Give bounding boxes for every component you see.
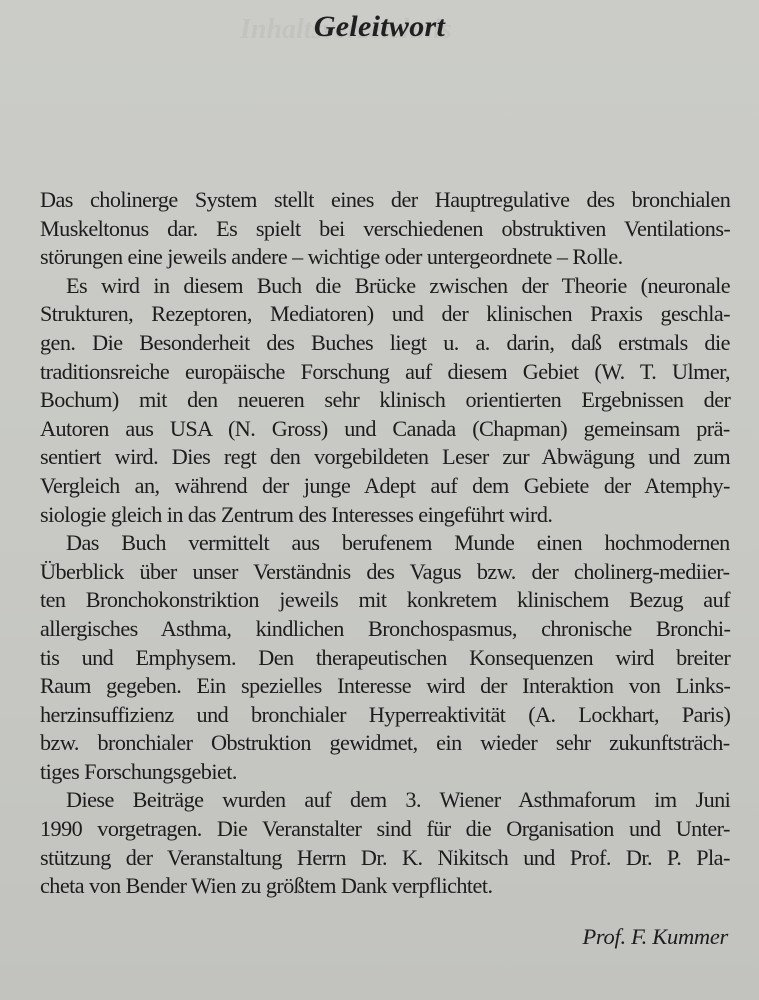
- text-line: 1990 vorgetragen. Die Veranstalter sind für die Organisation und Unter-: [40, 816, 730, 842]
- text-line: cheta von Bender Wien zu größtem Dank verpflichtet.: [40, 873, 493, 899]
- text-line: Das cholinerge System stellt eines der Hauptregulative des bronchialen: [40, 187, 731, 212]
- text-line: Strukturen, Rezeptoren, Mediatoren) und der klinischen Praxis geschla-: [40, 301, 730, 327]
- text-line: ten Bronchokonstriktion jeweils mit konkretem klinischem Bezug auf: [40, 587, 730, 613]
- text-line: siologie gleich in das Zentrum des Interesses eingeführt wird.: [40, 501, 553, 527]
- signature: Prof. F. Kummer: [582, 924, 728, 949]
- text-line: stützung der Veranstaltung Herrn Dr. K. Nikitsch und Prof. Dr. P. Pla-: [40, 844, 730, 870]
- text-line: herzinsuffizienz und bronchialer Hyperreaktivität (A. Lockhart, Paris): [40, 701, 731, 727]
- paragraph-4: [40, 786, 730, 900]
- text-line: Autoren aus USA (N. Gross) und Canada (Chapman) gemeinsam prä-: [40, 415, 730, 441]
- page-title: Geleitwort: [313, 10, 446, 43]
- text-line: gen. Die Besonderheit des Buches liegt u. a. darin, daß erstmals die: [40, 329, 730, 355]
- text-line: traditionsreiche europäische Forschung auf diesem Gebiet (W. T. Ulmer,: [40, 358, 731, 384]
- body-text: [40, 186, 730, 901]
- text-line: störungen eine jeweils andere – wichtige oder untergeordnete – Rolle.: [40, 244, 623, 270]
- text-line: bzw. bronchialer Obstruktion gewidmet, ein wieder sehr zukunftsträch-: [40, 730, 730, 756]
- paragraph-1: [40, 186, 730, 272]
- text-line: tiges Forschungsgebiet.: [40, 758, 237, 784]
- text-line: Das Buch vermittelt aus berufenem Munde einen hochmodernen: [66, 530, 730, 556]
- text-line: Diese Beiträge wurden auf dem 3. Wiener Asthmaforum im Juni: [66, 787, 731, 813]
- text-line: Raum gegeben. Ein spezielles Interesse wird der Interaktion von Links-: [40, 673, 731, 699]
- text-line: Es wird in diesem Buch die Brücke zwischen der Theorie (neuronale: [66, 272, 731, 298]
- text-line: sentiert wird. Dies regt den vorgebildeten Leser zur Abwägung und zum: [40, 444, 731, 470]
- text-line: allergisches Asthma, kindlichen Bronchospasmus, chronische Bronchi-: [40, 615, 731, 641]
- text-line: Bochum) mit den neueren sehr klinisch orientierten Ergebnissen der: [40, 387, 731, 413]
- text-line: Vergleich an, während der junge Adept auf dem Gebiete der Atemphy-: [40, 472, 730, 498]
- paragraph-2: [40, 272, 730, 529]
- text-line: Muskeltonus dar. Es spielt bei verschiedenen obstruktiven Ventilations-: [40, 215, 731, 241]
- paragraph-3: [40, 529, 730, 786]
- text-line: Überblick über unser Verständnis des Vagus bzw. der cholinerg-mediier-: [40, 558, 730, 584]
- text-line: tis und Emphysem. Den therapeutischen Konsequenzen wird breiter: [40, 644, 731, 670]
